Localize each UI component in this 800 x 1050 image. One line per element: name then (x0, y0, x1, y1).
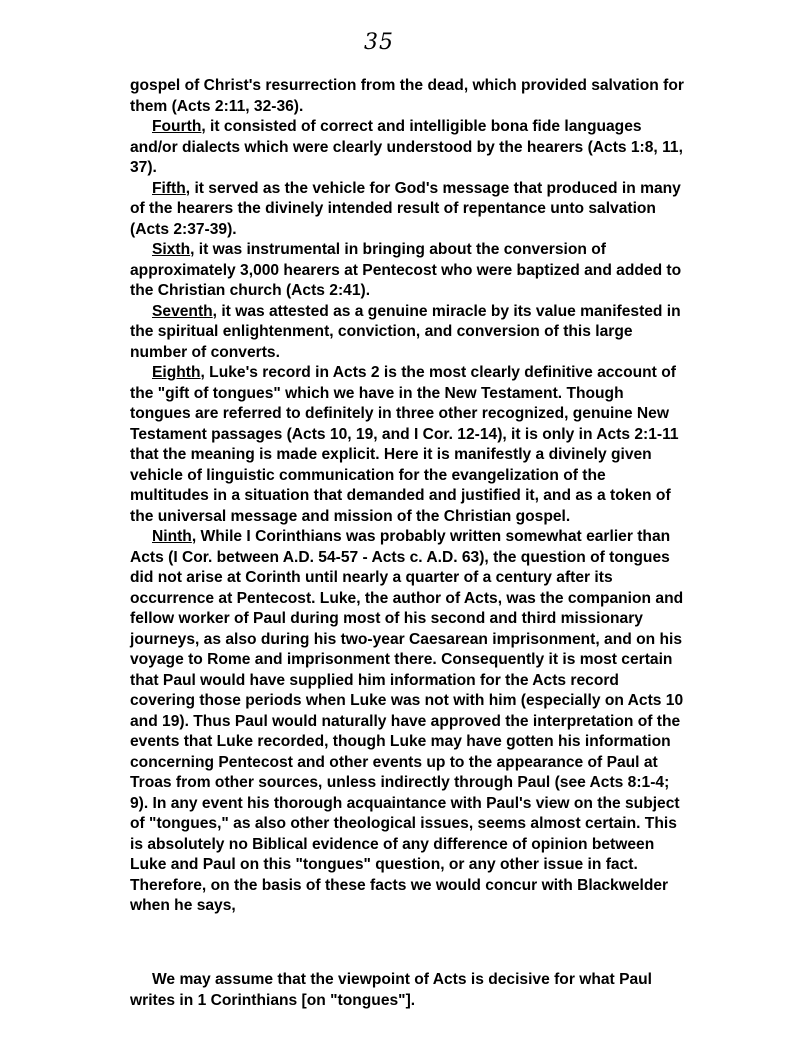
paragraph-fifth (130, 179, 685, 241)
block-quote-text: We may assume that the viewpoint of Acts is decisive for what Paul writes in 1 Corinthians [on "tongues"]. (130, 971, 653, 1009)
paragraph-fourth (130, 117, 685, 179)
paragraph-lead: Fourth (152, 118, 202, 135)
block-quote (130, 970, 670, 1011)
paragraph-text: , While I Corinthians was probably written somewhat earlier than Acts (I Cor. between A.D. 54-57 - Acts c. A.D. 63), the question of tongues did not arise at Corinth until nearly a quarter of a century after its occurrence at Pentecost. Luke, the author of Acts, was the companion and fellow worker of Paul during most of his second and third missionary journeys, as also during his two-year Caesarean imprisonment, and on his voyage to Rome and imprisonment there. Consequently it is most certain that Paul would have supplied him information for the Acts record covering those periods when Luke was not with him (especially on Acts 10 and 19). Thus Paul would naturally have approved the interpretation of the events that Luke recorded, though Luke may have gotten his information concerning Pentecost and other events up to the appearance of Paul at Troas from other sources, unless indirectly through Paul (see Acts 8:1-4; 9). In any event his thorough acquaintance with Paul's view on the subject of "tongues," as also other theological issues, seems almost certain. This is absolutely no Biblical evidence of any difference of opinion between Luke and Paul on this "tongues" question, or any other issue in fact. Therefore, on the basis of these facts we would concur with Blackwelder when he says, (130, 528, 684, 914)
paragraph-lead: Ninth (152, 528, 192, 545)
paragraph-text: , it was instrumental in bringing about the conversion of approximately 3,000 hearers at Pentecost who were baptized and added to the Christian church (Acts 2:41). (130, 241, 682, 299)
paragraph-continuation (130, 76, 685, 117)
paragraph-lead: Sixth (152, 241, 191, 258)
paragraph-lead: Seventh (152, 302, 213, 320)
paragraph-text: , Luke's record in Acts 2 is the most clearly definitive account of the "gift of tongues" which we have in the New Testament. Though tongues are referred to definitely in three other recognized, genuine New Testament passages (Acts 10, 19, and I Cor. 12-14), it is only in Acts 2:1-11 that the meaning is made explicit. Here it is manifestly a divinely given vehicle of linguistic communication for the evangelization of the multitudes in a situation that demanded and justified it, and as a token of the universal message and mission of the Christian gospel. (130, 364, 679, 525)
paragraph-text: , it was attested as a genuine miracle by its value manifested in the spiritual enlightenment, conviction, and conversion of this large number of converts. (130, 302, 681, 361)
paragraph-ninth (130, 527, 685, 917)
body-text (130, 76, 685, 917)
paragraph-text: , it served as the vehicle for God's message that produced in many of the hearers the divinely intended result of repentance unto salvation (Acts 2:37-39). (130, 179, 681, 238)
paragraph-text: gospel of Christ's resurrection from the dead, which provided salvation for them (Acts 2:11, 32-36). (130, 77, 684, 115)
paragraph-sixth (130, 240, 685, 302)
page-number: 35 (364, 30, 394, 55)
paragraph-lead: Fifth (152, 179, 186, 197)
paragraph-text: , it consisted of correct and intelligible bona fide languages and/or dialects which were clearly understood by the hearers (Acts 1:8, 11, 37). (130, 118, 683, 176)
paragraph-seventh (130, 302, 685, 364)
paragraph-eighth (130, 363, 685, 527)
paragraph-lead: Eighth (152, 364, 201, 381)
